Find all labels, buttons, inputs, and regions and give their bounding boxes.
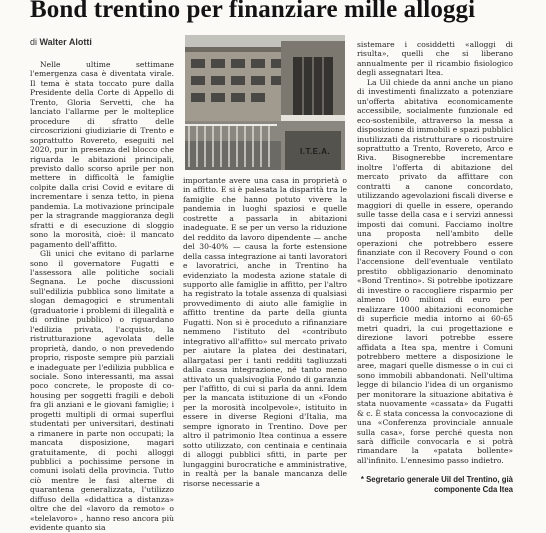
author-name: Walter Alotti [39, 37, 92, 47]
column-1 [30, 60, 174, 533]
paragraph: sistemare i cosiddetti «alloggi di risulta», quelli che si liberano annualmente per il ricambio fisiologico degli assegnatari Itea. [357, 40, 513, 78]
paragraph: La Uil chiede da anni anche un piano di investimenti finalizzato a potenziare un'offerta abitativa economicamente accessibile, socialmente funzionale ed eco-sostenibile, attraverso la messa a disposizione di immobili e spazi pubblici inutilizzati da ristrutturare o ricostruire soprattutto a Trento, Rovereto, Arco e Riva. Bisognerebbe incrementare inoltre l'offerta di abitazione del mercato privato da affittare con contratti a canone concordato, utilizzando agevolazioni fiscali diverse e maggiori di quelle in essere, operando sulle tasse della casa e i servizi annessi imposti dai comuni. Facciamo inoltre una proposta nell'ambito delle operazioni che potrebbero essere finanziate con il Recovery Found o con l'accensione dell'eventuale ventilato prestito obbligazionario denominato «Bond Trentino». Si potrebbe ipotizzare di investire o raccogliere risparmio per almeno 100 milioni di euro per realizzare 1000 abitazioni economiche di superficie media intorno ai 60-65 metri quadri, la cui progettazione e direzione lavori potrebbe essere affidata a Itea spa, mentre i Comuni potrebbero mettere a disposizione le aree, magari quelle dismesse o in cui ci sono immobili abbandonati. Nell'ultima legge di bilancio l'idea di un organismo per monitorare la situazione abitativa è stata nuovamente «cassata» da Fugatti & c. È stata concessa la convocazione di una «Conferenza provinciale annuale sulla casa», forse perché questa non sarà difficile convocarla e si potrà rimandare la «patata bollente» all'infinito. L'ennesimo passo indietro. [357, 77, 513, 465]
byline-prefix: di [30, 37, 40, 47]
article-photo [185, 35, 345, 170]
column-3 [357, 40, 513, 494]
headline: Bond trentino per finanziare mille alloggi [30, 0, 476, 23]
itea-sign: I.T.E.A. [300, 147, 331, 156]
byline [30, 37, 92, 47]
paragraph: Nelle ultime settimane l'emergenza casa è diventata virale. Il tema è stata toccato pure dalla Presidente della Corte di Appello di Trento, Gloria Servetti, che ha lanciato l'allarme per le molteplice procedure di sfratto delle circoscrizioni giudiziarie di Trento e soprattutto Rovereto, eseguiti nel 2020, pur in presenza del blocco che riguarda le abitazioni principali, previsto dallo scorso aprile per non mettere in difficoltà le famiglie colpite dalla crisi Covid e evitare di incrementare i senza tetto, in piena pandemia. La motivazione principale per la stragrande maggioranza degli sfratti e di esecuzione di sloggio sono la morosità, cioè: il mancato pagamento dell'affitto. [30, 60, 174, 249]
author-signature: * Segretario generale Uil del Trentino, già componente Cda Itea [360, 475, 513, 494]
column-2 [183, 176, 347, 488]
paragraph: Gli unici che evitano di parlarne sono il governatore Fugatti e l'assessora alle politiche sociali Segnana. Le poche discussioni sull'edilizia pubblica sono limitate a slogan demagogici e strumentali (graduatorie i problemi di illegalità e di ordine pubblico) o riguardano l'edilizia privata, l'acquisto, la ristrutturazione agevolata delle proprietà, dando, o non prevedendo proprio, risposte sempre più parziali e inadeguate per l'edilizia pubblica e sociale. Sono interessanti, ma assai poco concrete, le proposte di co-housing per soggetti fragili e deboli fra gli anziani e le giovani famiglie; i progetti multipli di ormai superflui studentati per universitari, destinati a rimanere in parte non occupati; la mancata disposizione, magari gratuitamente, di pochi alloggi pubblici a pochissime persone in comuni isolati della provincia. Tutto ciò mentre le fasi alterne di quarantena generalizzata, l'utilizzo diffuso della «didattica a distanza» oltre che del «lavoro da remoto» o «telelavoro» , hanno reso ancora più evidente quanto sia [30, 249, 174, 533]
paragraph: importante avere una casa in proprietà o in affitto. E si è palesata la disparità tra le famiglie che hanno potuto vivere la pandemia in luoghi spaziosi e quelle costrette a passarla in abitazioni inadeguate. E se per un verso la riduzione del reddito da lavoro dipendente — anche del 30-40% — causa la forte estensione della cassa integrazione ai tanti lavoratori e lavoratrici, anche in Trentino ha evidenziato la modesta azione statale di supporto alle famiglie in affitto, per l'altro ha registrato la totale assenza di qualsiasi provvedimento di aiuto alle famiglie in affitto trentine da parte della giunta Fugatti. Non si è proceduto a rifinanziare nemmeno l'istituto del «contributo integrativo all'affitto» sul mercato privato per aiutare la platea dei destinatari, allargatasi per i tanti redditi tagliuzzati dalla cassa integrazione, né tanto meno attivato un qualsivoglia Fondo di garanzia per l'affitto, di cui si parla da anni. Idem per la mancata istituzione di un «Fondo per la morosità incolpevole», istituito in essere in diverse Regioni d'Italia, ma sempre ignorato in Trentino. Dove per altro il patrimonio Itea continua a essere sotto utilizzato, con centinaia e centinaia di alloggi pubblici sfitti, in parte per lungaggini burocratiche e amministrative, in realtà per la banale mancanza delle risorse necessarie a [183, 176, 347, 488]
